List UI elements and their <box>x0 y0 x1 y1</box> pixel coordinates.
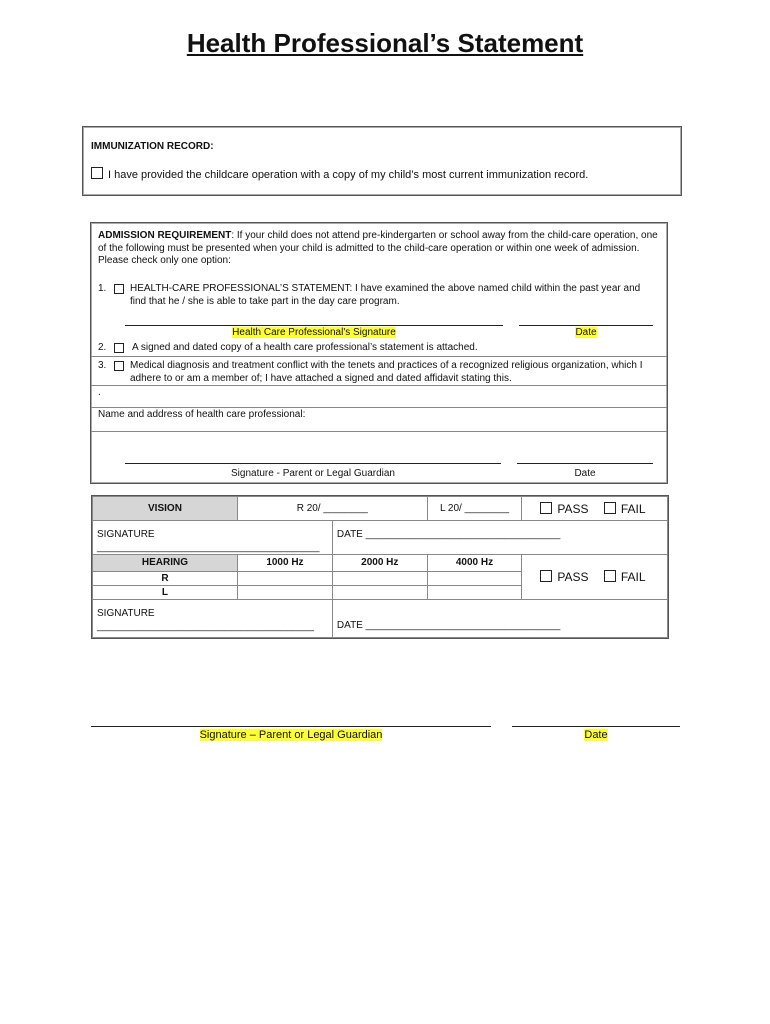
screening-section <box>91 495 669 639</box>
option1-checkbox[interactable] <box>114 284 124 294</box>
divider <box>91 356 667 357</box>
vision-pass-label: PASS <box>557 501 589 516</box>
option2-checkbox[interactable] <box>114 343 124 353</box>
hearing-label: HEARING <box>93 555 238 571</box>
hearing-pass-checkbox[interactable] <box>540 570 552 582</box>
hz-2000-header: 2000 Hz <box>332 555 427 571</box>
hcp-signature-label-wrap <box>125 327 503 340</box>
immunization-row <box>91 167 588 181</box>
bottom-date-label: Date <box>584 729 608 741</box>
immunization-heading: IMMUNIZATION RECORD: <box>91 141 214 152</box>
vision-result-cell <box>522 497 668 521</box>
vision-signature-cell <box>93 521 333 555</box>
option3-number: 3. <box>98 360 107 371</box>
bottom-guardian-signature-label: Signature – Parent or Legal Guardian <box>199 729 383 741</box>
bottom-guardian-signature-line[interactable] <box>91 726 491 727</box>
guardian-date-label: Date <box>574 468 596 479</box>
guardian-signature-line[interactable] <box>125 463 501 464</box>
admission-intro: : If your child does not attend pre-kindergarten or school away from the child-care operation, one of the following must be presented when your child is admitted to the child-care operation or within one week of admission. <box>98 230 658 254</box>
hearing-signature-line[interactable]: _______________________________________ <box>97 620 314 632</box>
vision-signature-label: SIGNATURE <box>97 529 155 541</box>
admission-heading: ADMISSION REQUIREMENT <box>98 230 232 241</box>
hearing-left-label: L <box>93 585 238 599</box>
hearing-r-4000[interactable] <box>427 571 522 585</box>
admission-section <box>90 222 668 484</box>
page-title: Health Professional’s Statement <box>186 28 584 58</box>
hcp-date-line[interactable] <box>519 325 653 326</box>
name-address-label: Name and address of health care professional: <box>98 409 306 420</box>
vision-date-field[interactable]: DATE ___________________________________ <box>332 521 667 555</box>
bottom-guardian-label-wrap <box>91 729 491 741</box>
vision-right-field[interactable]: R 20/ ________ <box>237 497 427 521</box>
vision-label: VISION <box>93 497 238 521</box>
dot-mark: . <box>98 387 101 398</box>
hearing-result-cell <box>522 555 668 599</box>
divider <box>91 431 667 432</box>
vision-left-field[interactable]: L 20/ ________ <box>427 497 522 521</box>
option3-text: Medical diagnosis and treatment conflict with the tenets and practices of a recognized religious organization, which I adhere to or am a member of; I have attached a signed and dated affidavit stating this. <box>130 360 643 384</box>
vision-pass-checkbox[interactable] <box>540 502 552 514</box>
option3-checkbox[interactable] <box>114 361 124 371</box>
hcp-date-label: Date <box>575 327 597 338</box>
option1-number: 1. <box>98 283 107 294</box>
hcp-signature-label: Health Care Professional's Signature <box>232 327 396 338</box>
guardian-signature-label: Signature - Parent or Legal Guardian <box>231 468 395 479</box>
option2-number: 2. <box>98 342 107 353</box>
hz-1000-header: 1000 Hz <box>237 555 332 571</box>
bottom-date-line[interactable] <box>512 726 680 727</box>
hearing-l-1000[interactable] <box>237 585 332 599</box>
immunization-section <box>82 126 682 196</box>
hearing-l-4000[interactable] <box>427 585 522 599</box>
hcp-date-label-wrap <box>519 327 653 340</box>
vision-fail-checkbox[interactable] <box>604 502 616 514</box>
hz-4000-header: 4000 Hz <box>427 555 522 571</box>
hearing-right-label: R <box>93 571 238 585</box>
hearing-l-2000[interactable] <box>332 585 427 599</box>
hearing-date-field[interactable]: DATE ___________________________________ <box>332 599 667 637</box>
hearing-pass-label: PASS <box>557 570 589 585</box>
guardian-date-line[interactable] <box>517 463 653 464</box>
divider <box>91 385 667 386</box>
hearing-signature-label: SIGNATURE <box>97 607 155 619</box>
hearing-fail-label: FAIL <box>620 570 646 585</box>
bottom-date-label-wrap <box>512 729 680 741</box>
vision-signature-line[interactable]: ________________________________________ <box>97 542 320 554</box>
check-one-instruction: Please check only one option: <box>98 255 231 266</box>
vision-fail-label: FAIL <box>620 501 646 516</box>
hcp-signature-line[interactable] <box>125 325 503 326</box>
screening-table <box>92 496 668 638</box>
hearing-signature-cell <box>93 599 333 637</box>
hearing-r-1000[interactable] <box>237 571 332 585</box>
hearing-fail-checkbox[interactable] <box>604 570 616 582</box>
option2-text: A signed and dated copy of a health care professional’s statement is attached. <box>132 342 478 353</box>
immunization-checkbox[interactable] <box>91 167 103 179</box>
option1-text: HEALTH-CARE PROFESSIONAL’S STATEMENT: I have examined the above named child within the past year and find that he / she is able to take part in the day care program. <box>130 283 641 307</box>
divider <box>91 407 667 408</box>
admission-intro-block <box>98 230 658 268</box>
hearing-r-2000[interactable] <box>332 571 427 585</box>
immunization-statement: I have provided the childcare operation with a copy of my child’s most current immunization record. <box>108 169 589 181</box>
